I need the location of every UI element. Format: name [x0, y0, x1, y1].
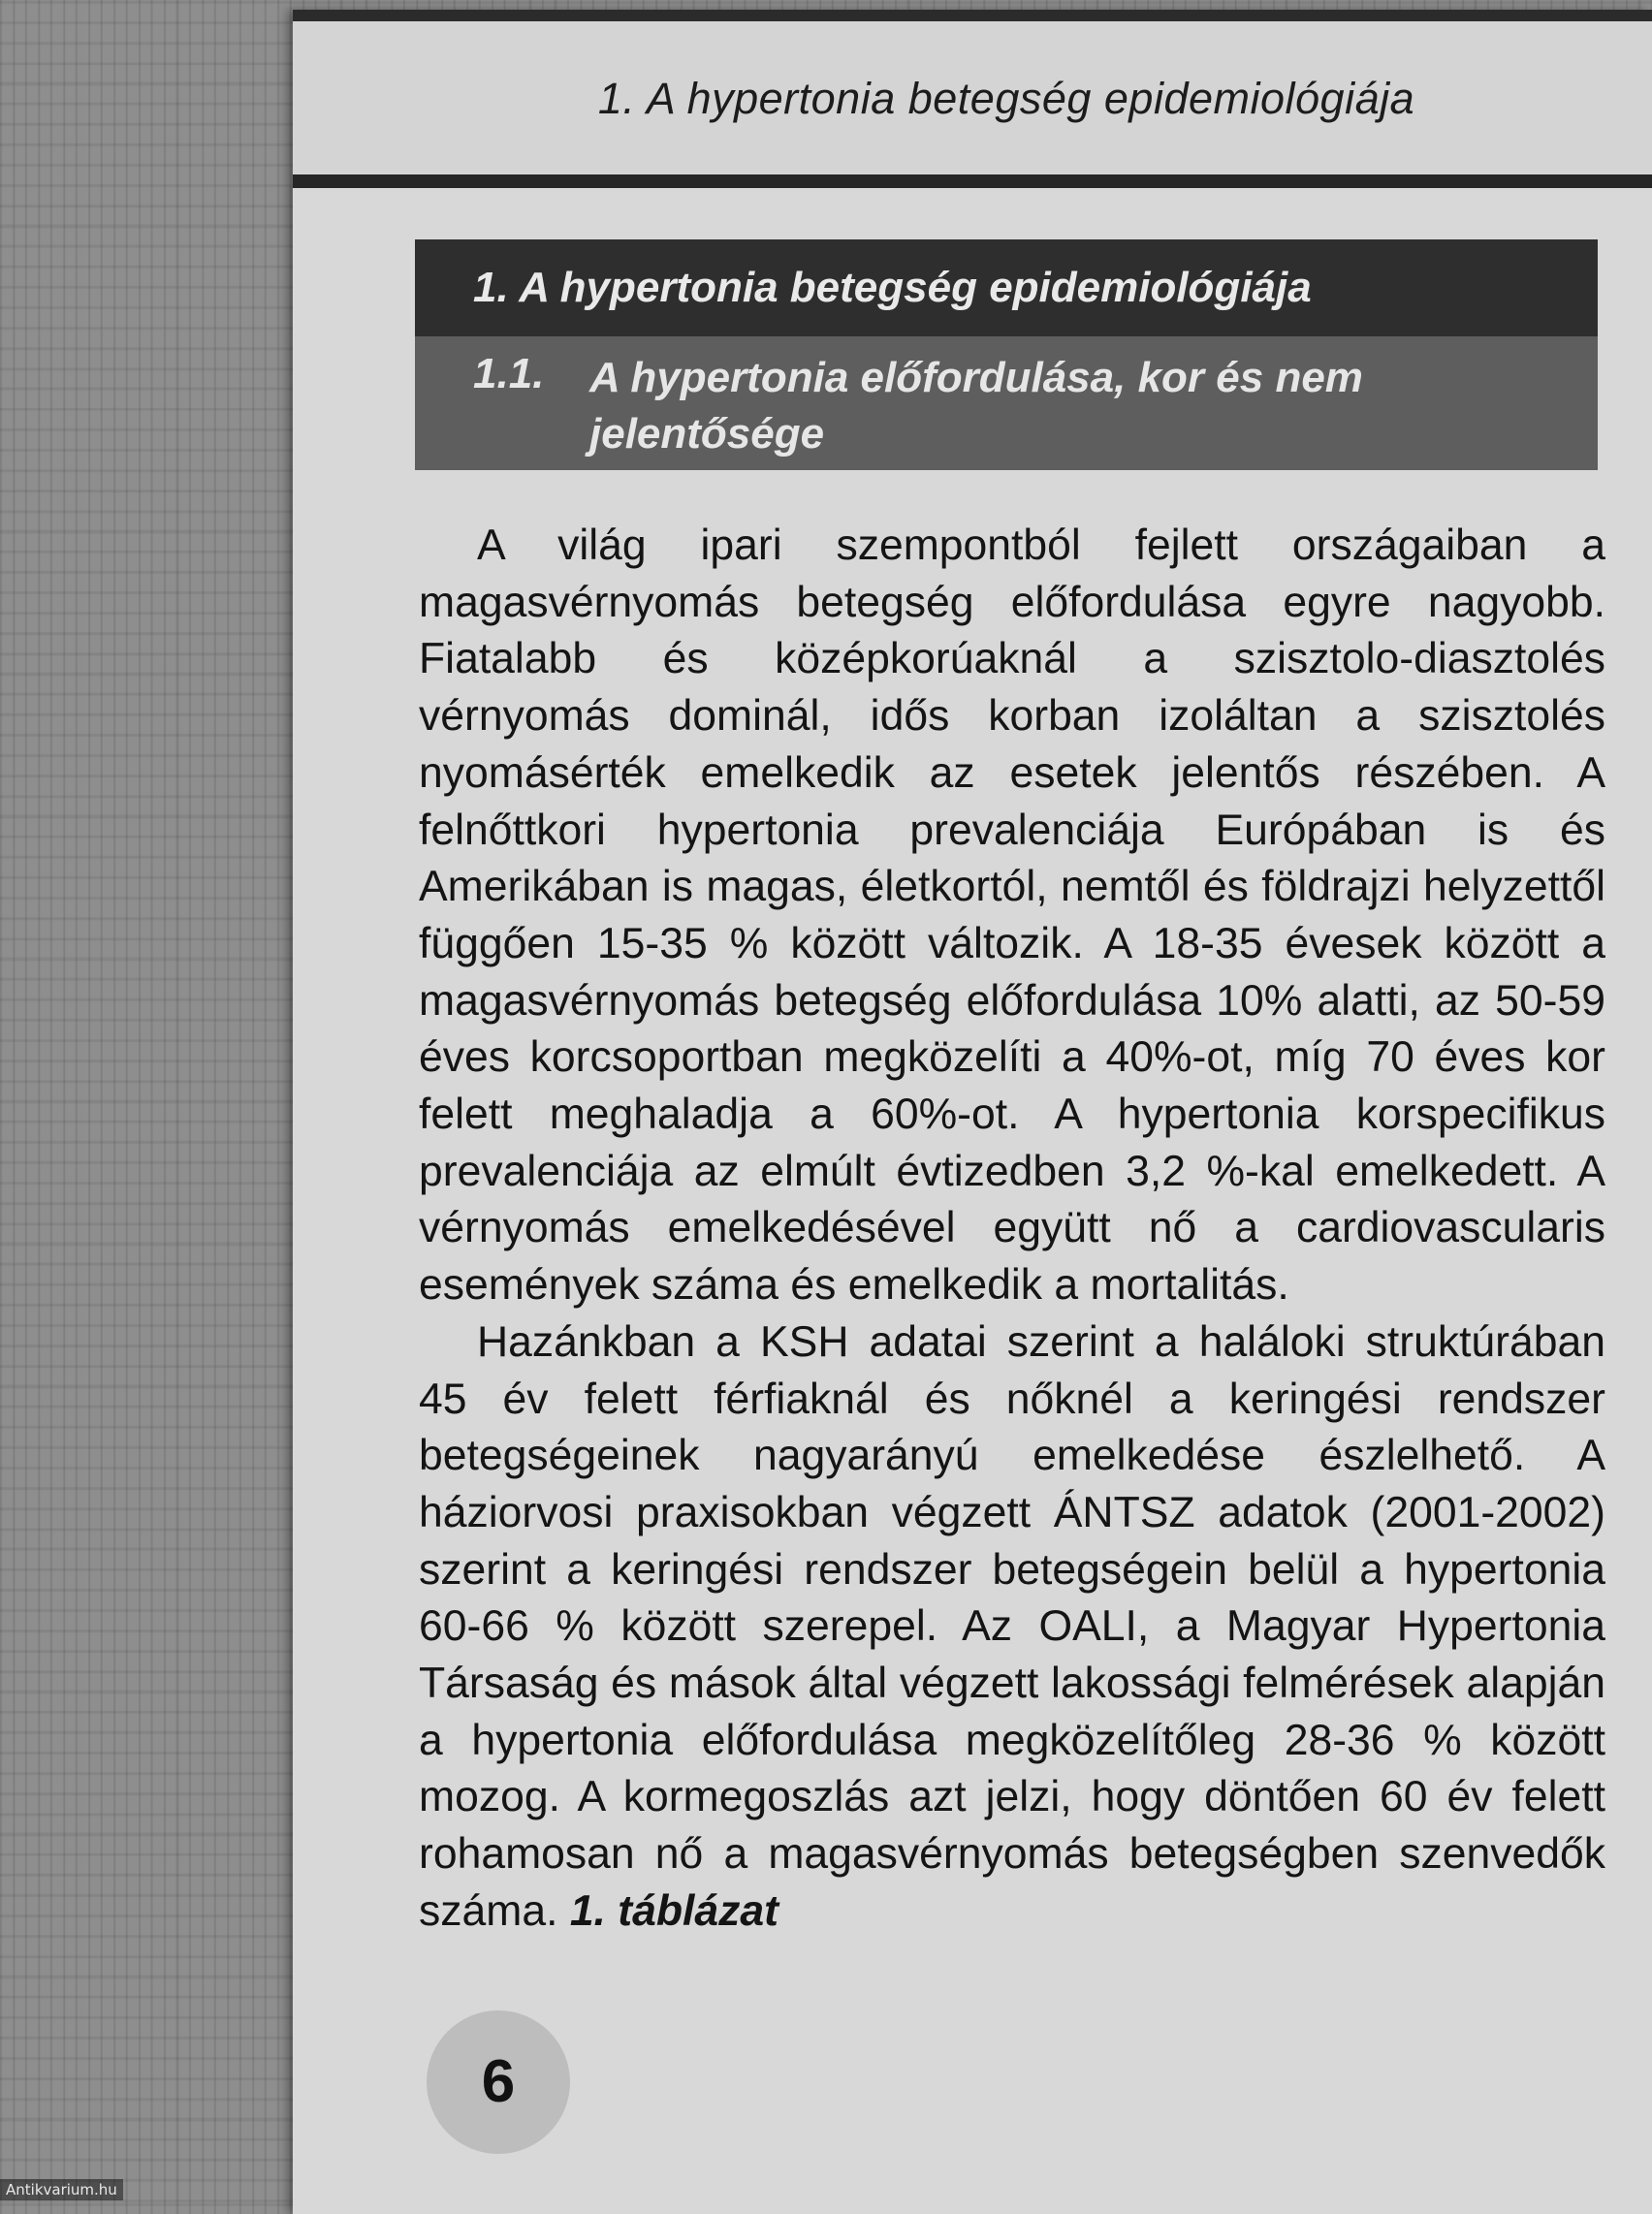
watermark: Antikvarium.hu	[0, 2179, 123, 2200]
chapter-heading-box	[415, 239, 1598, 470]
section-number: 1.1.	[473, 350, 545, 397]
chapter-title: 1. A hypertonia betegség epidemiológiája	[415, 239, 1598, 336]
paragraph-2-text: Hazánkban a KSH adatai szerint a haláloki struktúrában 45 év felett férfiaknál és nőknél a keringési rendszer betegségeinek nagyarányú emelkedése észlelhető. A háziorvosi praxisokban végzett ÁNTSZ adatok (2001-2002) szerint a keringési rendszer betegségein belül a hypertonia 60-66 % között szerepel. Az OALI, a Magyar Hypertonia Társaság és mások által végzett lakossági felmérések alapján a hypertonia előfordulása megközelítőleg 28-36 % között mozog. A kormegoszlás azt jelzi, hogy döntően 60 év felett rohamosan nő a magasvérnyomás betegségben szenvedők száma.	[419, 1317, 1605, 1935]
paragraph-1: A világ ipari szempontból fejlett országaiban a magasvérnyomás betegség előfordulása egyre nagyobb. Fiatalabb és középkorúaknál a szisztolo-diasztolés vérnyomás dominál, idős korban izoláltan a szisztolés nyomásérték emelkedik az esetek jelentős részében. A felnőttkori hypertonia prevalenciája Európában is és Amerikában is magas, életkortól, nemtől és földrajzi helyzettől függően 15-35 % között változik. A 18-35 évesek között a magasvérnyomás betegség előfordulása 10% alatti, az 50-59 éves korcsoportban megközelíti a 40%-ot, míg 70 éves kor felett meghaladja a 60%-ot. A hypertonia korspecifikus prevalenciája az elmúlt évtizedben 3,2 %-kal emelkedett. A vérnyomás emelkedésével együtt nő a cardiovascularis események száma és emelkedik a mortalitás.	[419, 522, 1605, 1310]
paragraph-2	[419, 1314, 1605, 1941]
running-header	[293, 21, 1652, 188]
running-header-title: 1. A hypertonia betegség epidemiológiája	[597, 74, 1415, 123]
book-page	[293, 10, 1652, 2214]
section-title: A hypertonia előfordulása, kor és nem jelentősége	[589, 354, 1363, 458]
section-heading	[415, 336, 1598, 470]
page-number: 6	[427, 2010, 570, 2154]
table-reference: 1. táblázat	[569, 1886, 778, 1935]
body-text	[419, 518, 1605, 1941]
